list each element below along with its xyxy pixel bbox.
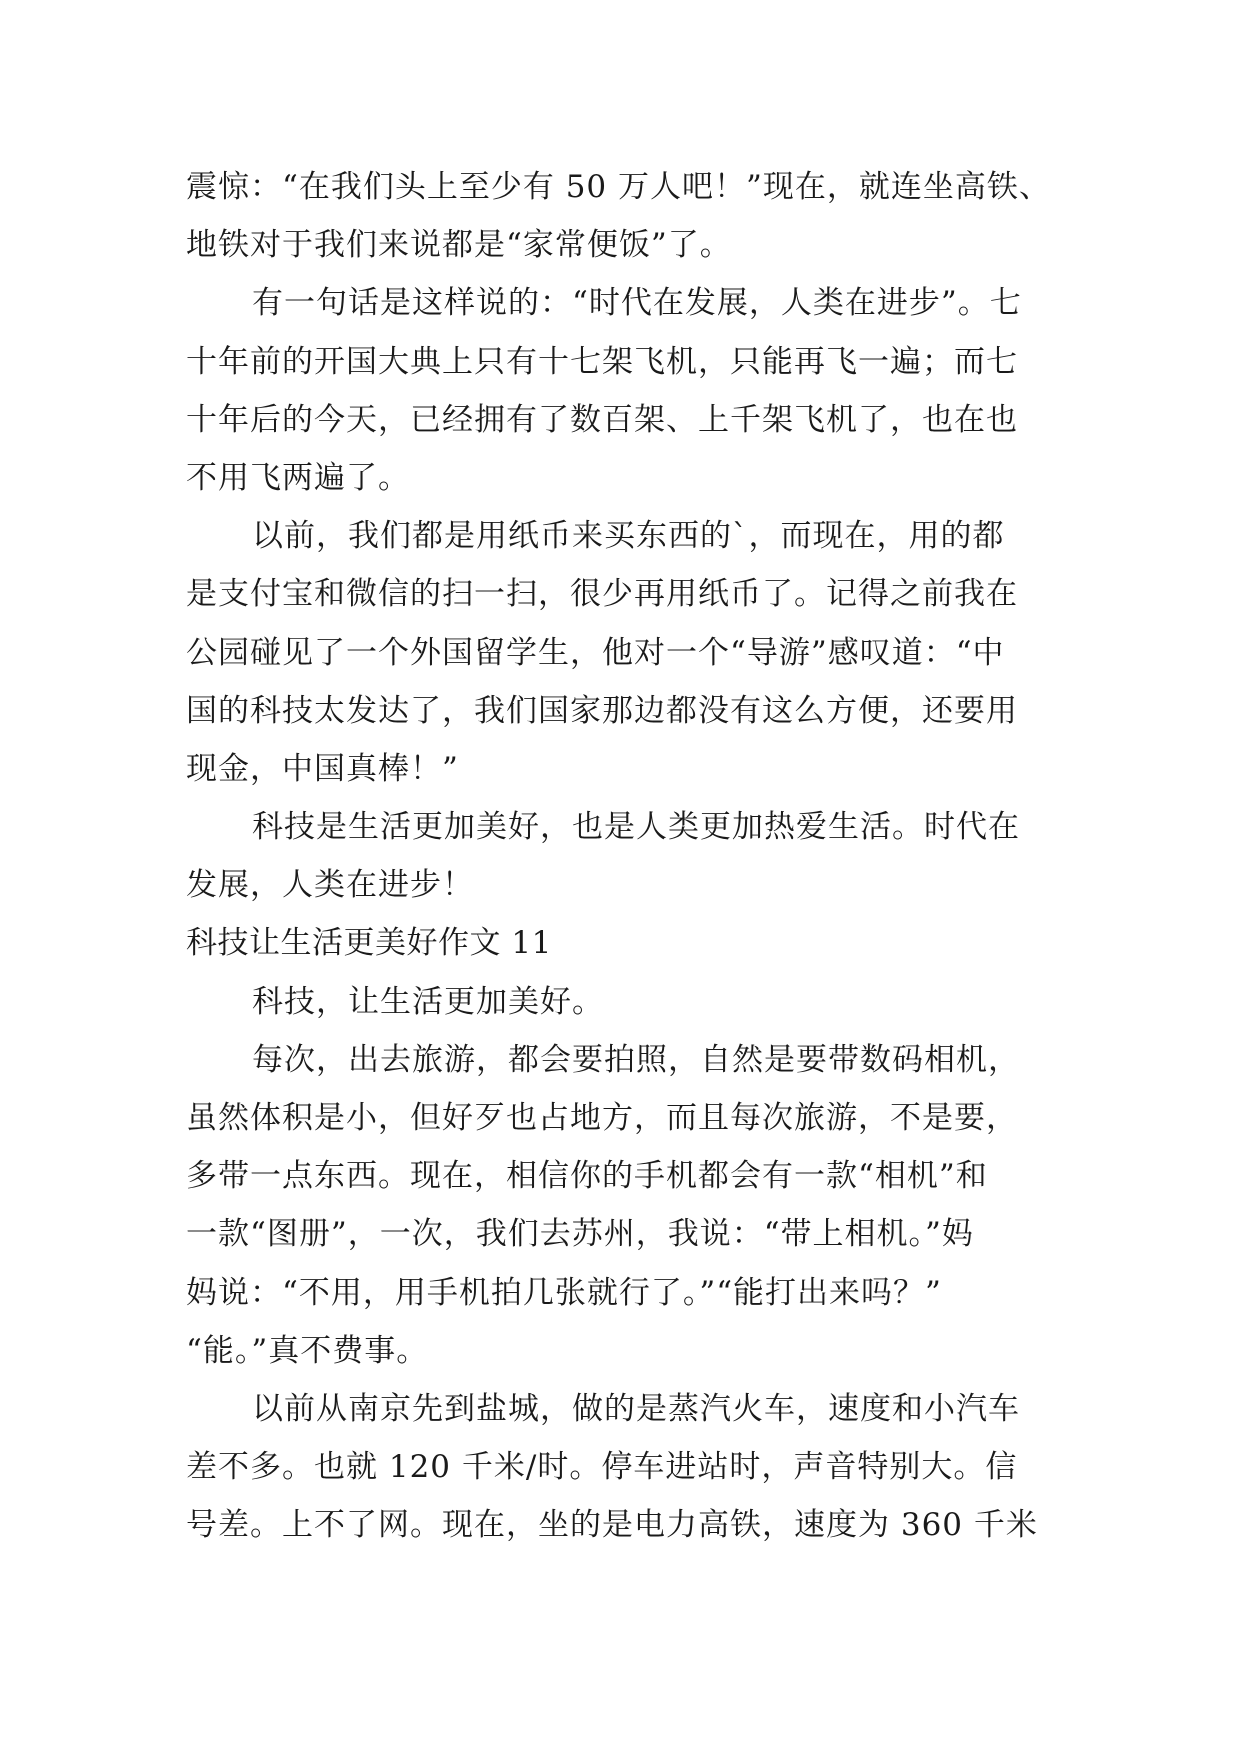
text-line: 震惊：“在我们头上至少有 50 万人吧！”现在，就连坐高铁、 [186, 169, 1051, 205]
document-page [186, 158, 1076, 1555]
text-line: 号差。上不了网。现在，坐的是电力高铁，速度为 360 千米 [186, 1507, 1038, 1544]
text-line: 多带一点东西。现在，相信你的手机都会有一款“相机”和 [186, 1158, 988, 1195]
paragraph-first-line: 以前，我们都是用纸币来买东西的`，而现在，用的都 [252, 518, 1005, 555]
text-line: 差不多。也就 120 千米/时。停车进站时，声音特别大。信 [186, 1449, 1018, 1486]
paragraph-first-line: 科技是生活更加美好，也是人类更加热爱生活。时代在 [252, 809, 1020, 846]
text-line: 十年前的开国大典上只有十七架飞机，只能再飞一遍；而七 [186, 343, 1018, 380]
text-line: “能。”真不费事。 [186, 1332, 429, 1369]
text-line: 地铁对于我们来说都是“家常便饭”了。 [186, 227, 732, 264]
text-line: 一款“图册”，一次，我们去苏州，我说：“带上相机。”妈 [186, 1216, 974, 1253]
text-line: 现金，中国真棒！” [186, 750, 459, 787]
paragraph-first-line: 以前从南京先到盐城，做的是蒸汽火车，速度和小汽车 [252, 1390, 1020, 1427]
paragraph-first-line: 有一句话是这样说的：“时代在发展，人类在进步”。七 [252, 285, 1022, 322]
text-line: 十年后的今天，已经拥有了数百架、上千架飞机了，也在也 [186, 401, 1018, 438]
text-line: 国的科技太发达了，我们国家那边都没有这么方便，还要用 [186, 692, 1018, 729]
text-line: 虽然体积是小，但好歹也占地方，而且每次旅游，不是要， [186, 1100, 1018, 1136]
essay-title: 科技让生活更美好作文 11 [186, 925, 552, 962]
paragraph-first-line: 每次，出去旅游，都会要拍照，自然是要带数码相机， [252, 1041, 1020, 1078]
paragraph-first-line: 科技，让生活更加美好。 [252, 983, 604, 1020]
text-line: 发展，人类在进步！ [186, 867, 474, 904]
text-line: 不用飞两遍了。 [186, 459, 410, 496]
text-line: 是支付宝和微信的扫一扫，很少再用纸币了。记得之前我在 [186, 576, 1018, 613]
text-line: 公园碰见了一个外国留学生，他对一个“导游”感叹道：“中 [186, 634, 1005, 671]
text-line: 妈说：“不用，用手机拍几张就行了。”“能打出来吗？” [186, 1274, 942, 1311]
